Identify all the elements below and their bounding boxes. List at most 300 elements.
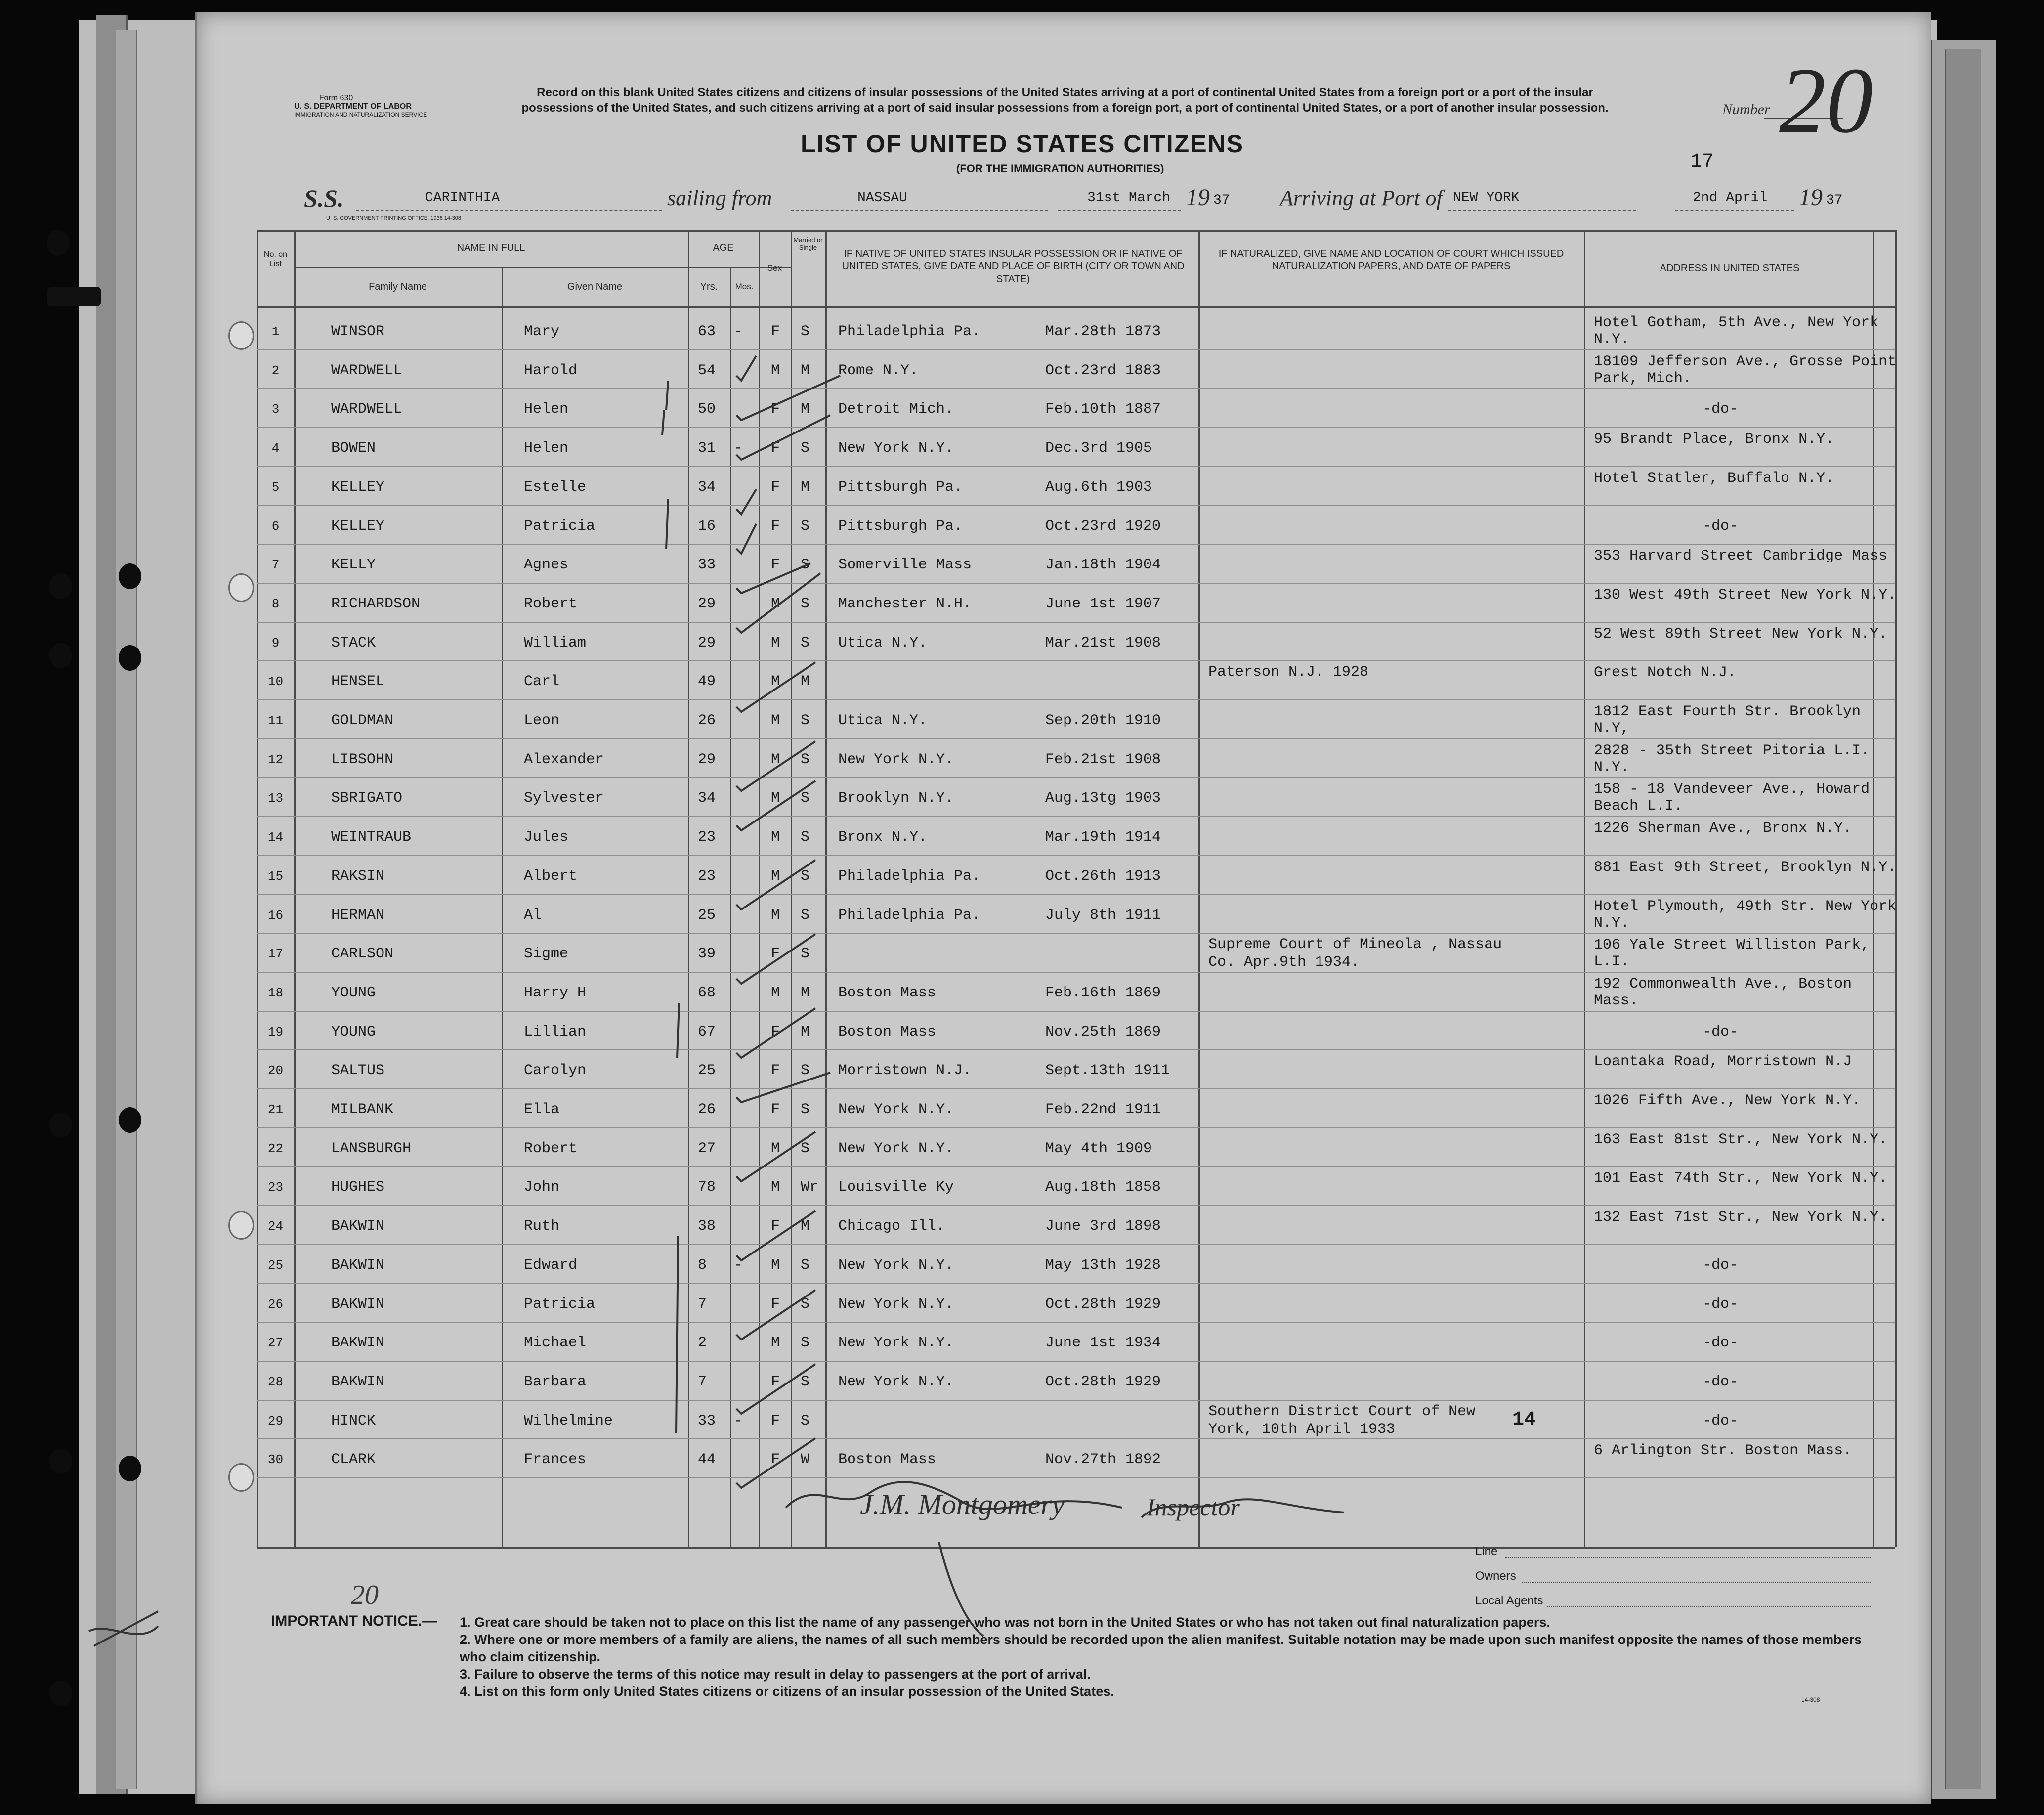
given-name: Al (524, 907, 542, 924)
signature: J.M. Montgomery (860, 1488, 1065, 1520)
given-name: Helen (524, 401, 569, 418)
age-years: 31 (698, 440, 716, 457)
arrival-port: NEW YORK (1453, 190, 1520, 206)
sailing-from-underline (791, 210, 1048, 211)
signature-title: Inspector (1147, 1493, 1240, 1521)
address: Hotel Plymouth, 49th Str. New York N.Y. (1594, 898, 1897, 932)
age-years: 25 (698, 1062, 716, 1080)
address: 1812 East Fourth Str. Brooklyn N.Y, (1594, 703, 1861, 737)
family-name: HINCK (331, 1412, 376, 1429)
birth-date: June 3rd 1898 (1045, 1218, 1161, 1235)
sex: F (771, 1062, 780, 1080)
owners-label: Owners (1475, 1569, 1516, 1583)
age-years: 33 (698, 1412, 716, 1429)
row-number: 23 (267, 1180, 284, 1195)
given-name: Carl (524, 673, 560, 691)
table-row (257, 1051, 1895, 1090)
birth-place: New York N.Y. (838, 1140, 954, 1157)
address: 52 West 89th Street New York N.Y. (1594, 625, 1888, 643)
sex: F (771, 401, 780, 418)
marital-status: S (801, 1062, 810, 1080)
family-name: HENSEL (331, 673, 385, 691)
family-name: LANSBURGH (331, 1140, 412, 1157)
address: Hotel Gotham, 5th Ave., New York N.Y. (1594, 314, 1879, 348)
header-yrs: Yrs. (700, 281, 718, 292)
birth-place: Philadelphia Pa. (838, 907, 981, 924)
address: -do- (1703, 518, 1739, 535)
table-row (257, 974, 1895, 1012)
age-years: 34 (698, 790, 716, 807)
notice-item: 2. Where one or more members of a family are aliens, the names of all such members should be recorded upon the alien manifest. Suitable notation may be made upon such manifest opposite the names of those members who claim citizenship. (460, 1632, 1862, 1664)
header-given-name: Given Name (567, 281, 623, 292)
sex: M (771, 751, 780, 768)
owners-dotted (1522, 1582, 1871, 1583)
local-agents-dotted (1547, 1606, 1871, 1607)
notice-item: 3. Failure to observe the terms of this notice may result in delay to passengers at the port of arrival. (460, 1667, 1091, 1682)
family-name: BAKWIN (331, 1335, 385, 1352)
given-name: Ella (524, 1101, 560, 1118)
line-label: Line (1475, 1545, 1498, 1558)
family-name: WINSOR (331, 323, 385, 340)
row-number: 17 (267, 947, 284, 962)
vessel-name: CARINTHIA (425, 190, 500, 206)
address: 106 Yale Street Williston Park, L.I. (1594, 937, 1870, 971)
naturalization: Supreme Court of Mineola , Nassau Co. Apr.9th 1934. (1208, 936, 1502, 971)
sex: F (771, 323, 780, 340)
table-row (257, 1013, 1895, 1051)
birth-place: New York N.Y. (838, 751, 954, 768)
given-name: Mary (524, 323, 560, 340)
family-name: KELLY (331, 557, 376, 574)
given-name: Jules (524, 829, 569, 846)
table-row (257, 1207, 1895, 1246)
table-row (257, 507, 1895, 546)
marital-status: Wr (801, 1179, 819, 1196)
sailing-date-underline (1058, 210, 1181, 211)
row-number: 4 (271, 441, 280, 456)
given-name: John (524, 1179, 560, 1196)
birth-date: Sept.13th 1911 (1045, 1062, 1170, 1080)
punch-hole (119, 1107, 141, 1133)
address: 353 Harvard Street Cambridge Mass (1594, 548, 1888, 565)
address: 2828 - 35th Street Pitoria L.I. N.Y. (1594, 742, 1870, 776)
sex: F (771, 518, 780, 535)
age-years: 63 (698, 323, 716, 340)
row-number: 14 (267, 830, 284, 845)
marital-status: M (801, 401, 810, 418)
address: 158 - 18 Vandeveer Ave., Howard Beach L.I. (1594, 781, 1870, 815)
birth-date: Feb.22nd 1911 (1045, 1101, 1161, 1118)
sex: M (771, 1256, 780, 1274)
table-row (257, 935, 1895, 973)
birth-place: Somerville Mass (838, 557, 972, 574)
page-stack-right-inner (1945, 49, 1981, 1789)
header-married-or-single: Married or Single (793, 236, 823, 251)
family-name: SALTUS (331, 1062, 385, 1080)
address: -do- (1703, 1023, 1739, 1040)
given-name: William (524, 634, 587, 651)
row-number: 8 (271, 596, 280, 611)
given-name: Helen (524, 440, 569, 457)
birth-date: June 1st 1907 (1045, 595, 1161, 612)
birth-place: Philadelphia Pa. (838, 867, 981, 885)
given-name: Patricia (524, 518, 596, 535)
marital-status: M (801, 478, 810, 496)
address: -do- (1703, 401, 1739, 418)
punch-hole (49, 1448, 72, 1474)
family-name: YOUNG (331, 1023, 376, 1040)
sex: M (771, 712, 780, 729)
address: 101 East 74th Str., New York N.Y. (1594, 1170, 1888, 1187)
age-years: 29 (698, 634, 716, 651)
address: 130 West 49th Street New York N.Y. (1594, 586, 1897, 604)
birth-date: Sep.20th 1910 (1045, 712, 1161, 729)
sheet-hole (228, 1463, 254, 1492)
row-number: 15 (267, 868, 284, 884)
sex: F (771, 557, 780, 574)
table-row (257, 1168, 1895, 1207)
birth-date: Mar.19th 1914 (1045, 829, 1161, 846)
address: -do- (1703, 1296, 1739, 1313)
table-row (257, 1402, 1895, 1440)
given-name: Michael (524, 1335, 587, 1352)
age-months: - (734, 440, 743, 457)
age-years: 29 (698, 595, 716, 612)
marital-status: M (801, 984, 810, 1001)
binder-clip (47, 287, 101, 306)
given-name: Carolyn (524, 1062, 587, 1080)
birth-place: New York N.Y. (838, 1335, 954, 1352)
sex: M (771, 1335, 780, 1352)
age-years: 2 (698, 1335, 707, 1352)
given-name: Alexander (524, 751, 604, 768)
age-years: 27 (698, 1140, 716, 1157)
punch-hole (119, 563, 141, 589)
age-years: 29 (698, 751, 716, 768)
header-mos: Mos. (735, 282, 754, 291)
subheader-rule (294, 267, 791, 268)
birth-date: May 13th 1928 (1045, 1256, 1161, 1274)
count-note: 14 (1512, 1409, 1536, 1431)
given-name: Agnes (524, 557, 569, 574)
marital-status: S (801, 1412, 810, 1429)
family-name: CLARK (331, 1451, 376, 1469)
form-block (294, 94, 427, 119)
address: 881 East 9th Street, Brooklyn N.Y. (1594, 859, 1897, 876)
row-number: 26 (267, 1296, 284, 1312)
family-name: HUGHES (331, 1179, 385, 1196)
age-years: 68 (698, 984, 716, 1001)
table-row (257, 585, 1895, 623)
given-name: Harry H (524, 984, 587, 1001)
birth-place: Boston Mass (838, 984, 937, 1001)
ss-label: S.S. (304, 184, 344, 212)
address: Grest Notch N.J. (1594, 664, 1737, 682)
marital-status: S (801, 634, 810, 651)
birth-date: Oct.23rd 1920 (1045, 518, 1161, 535)
address: 1226 Sherman Ave., Bronx N.Y. (1594, 820, 1852, 837)
form-title: LIST OF UNITED STATES CITIZENS (801, 130, 1244, 158)
birth-date: Oct.28th 1929 (1045, 1373, 1161, 1390)
table-row (257, 1363, 1895, 1401)
birth-date: Aug.6th 1903 (1045, 478, 1152, 496)
marital-status: S (801, 1296, 810, 1313)
row-number: 12 (267, 752, 284, 767)
address: 95 Brandt Place, Bronx N.Y. (1594, 431, 1834, 448)
row-number: 24 (267, 1219, 284, 1234)
table-bottom-border (257, 1547, 1895, 1549)
given-name: Ruth (524, 1218, 560, 1235)
birth-date: Mar.28th 1873 (1045, 323, 1161, 340)
marital-status: S (801, 518, 810, 535)
sex: M (771, 1179, 780, 1196)
table-row (257, 351, 1895, 390)
row-number: 5 (271, 479, 280, 495)
given-name: Sigme (524, 946, 569, 963)
table-row (257, 312, 1895, 351)
address: -do- (1703, 1256, 1739, 1274)
birth-date: Feb.10th 1887 (1045, 401, 1161, 418)
marital-status: S (801, 907, 810, 924)
birth-place: Boston Mass (838, 1451, 937, 1469)
marital-status: S (801, 595, 810, 612)
row-number: 13 (267, 791, 284, 806)
marital-status: S (801, 1335, 810, 1352)
birth-date: May 4th 1909 (1045, 1140, 1152, 1157)
sex: F (771, 1412, 780, 1429)
family-name: STACK (331, 634, 376, 651)
table-row (257, 779, 1895, 818)
family-name: BAKWIN (331, 1373, 385, 1390)
address: 163 East 81st Str., New York N.Y. (1594, 1131, 1888, 1148)
row-number: 16 (267, 908, 284, 923)
birth-place: New York N.Y. (838, 1101, 954, 1118)
family-name: GOLDMAN (331, 712, 394, 729)
table-top-border (257, 230, 1895, 232)
year-2: 37 (1826, 193, 1843, 208)
table-row (257, 740, 1895, 779)
arriving-label: Arriving at Port of (1280, 186, 1443, 210)
age-months: - (734, 1412, 743, 1429)
row-number: 2 (271, 363, 280, 378)
given-name: Harold (524, 362, 578, 379)
age-months: - (734, 323, 743, 340)
birth-place: Louisville Ky (838, 1179, 954, 1196)
family-name: BOWEN (331, 440, 376, 457)
table-row (257, 468, 1895, 507)
birth-place: Pittsburgh Pa. (838, 478, 963, 496)
department-name: U. S. DEPARTMENT OF LABOR (294, 102, 412, 111)
header-name-in-full: NAME IN FULL (457, 242, 525, 253)
table-row (257, 546, 1895, 584)
address: 192 Commonwealth Ave., Boston Mass. (1594, 975, 1852, 1009)
age-years: 39 (698, 946, 716, 963)
marital-status: S (801, 557, 810, 574)
table-header-bottom-border (257, 306, 1895, 308)
table-row (257, 1440, 1895, 1479)
punch-hole (47, 230, 70, 256)
given-name: Lillian (524, 1023, 587, 1040)
row-number: 20 (267, 1063, 284, 1079)
table-row (257, 662, 1895, 701)
table-row (257, 390, 1895, 429)
notice-heading: IMPORTANT NOTICE.— (271, 1613, 437, 1629)
family-name: BAKWIN (331, 1256, 385, 1274)
printing-office-note: U. S. GOVERNMENT PRINTING OFFICE: 1936 14-308 (326, 216, 462, 221)
notice-item: 1. Great care should be taken not to place on this list the name of any passenger who was not born in the United States or who has not taken out final naturalization papers. (460, 1615, 1550, 1630)
birth-date: June 1st 1934 (1045, 1335, 1161, 1352)
table-row (257, 857, 1895, 896)
birth-date: Feb.21st 1908 (1045, 751, 1161, 768)
marital-status: M (801, 1023, 810, 1040)
sex: M (771, 907, 780, 924)
family-name: RICHARDSON (331, 595, 421, 612)
family-name: RAKSIN (331, 867, 385, 885)
birth-date: Aug.18th 1858 (1045, 1179, 1161, 1196)
number-label: Number (1722, 101, 1770, 118)
sex: M (771, 984, 780, 1001)
header-age: AGE (713, 242, 734, 253)
birth-place: New York N.Y. (838, 1256, 954, 1274)
punch-hole (49, 643, 72, 668)
family-name: LIBSOHN (331, 751, 394, 768)
table-row (257, 818, 1895, 857)
header-family-name: Family Name (369, 281, 427, 292)
given-name: Robert (524, 595, 578, 612)
service-name: IMMIGRATION AND NATURALIZATION SERVICE (294, 111, 427, 118)
arrival-date: 2nd April (1693, 190, 1768, 206)
birth-place: Bronx N.Y. (838, 829, 928, 846)
naturalization: Paterson N.J. 1928 (1208, 664, 1369, 681)
row-number: 28 (267, 1374, 284, 1389)
table-row (257, 1090, 1895, 1129)
sex: F (771, 478, 780, 496)
table-row (257, 1246, 1895, 1285)
local-agents-label: Local Agents (1475, 1594, 1543, 1607)
row-number: 27 (267, 1336, 284, 1351)
age-years: 78 (698, 1179, 716, 1196)
address: -do- (1703, 1335, 1739, 1352)
form-subtitle: (FOR THE IMMIGRATION AUTHORITIES) (956, 162, 1164, 174)
given-name: Albert (524, 867, 578, 885)
marital-status: S (801, 440, 810, 457)
marital-status: S (801, 323, 810, 340)
sailing-date: 31st March (1087, 190, 1171, 206)
form-number: Form 630 (319, 94, 353, 102)
birth-date: Oct.28th 1929 (1045, 1296, 1161, 1313)
given-name: Patricia (524, 1296, 596, 1313)
birth-date: Aug.13tg 1903 (1045, 790, 1161, 807)
birth-place: Philadelphia Pa. (838, 323, 981, 340)
marital-status: S (801, 867, 810, 885)
birth-place: Boston Mass (838, 1023, 937, 1040)
age-years: 16 (698, 518, 716, 535)
row-number: 3 (271, 402, 280, 417)
birth-place: New York N.Y. (838, 1373, 954, 1390)
family-name: BAKWIN (331, 1296, 385, 1313)
row-number: 1 (271, 324, 280, 339)
family-name: SBRIGATO (331, 790, 403, 807)
table-row (257, 896, 1895, 935)
sex: F (771, 1373, 780, 1390)
family-name: YOUNG (331, 984, 376, 1001)
birth-place: New York N.Y. (838, 440, 954, 457)
marital-status: M (801, 1218, 810, 1235)
age-years: 23 (698, 829, 716, 846)
form-instructions: Record on this blank United States citizens and citizens of insular possessions of the United States arriving at a port of continental United States from a foreign port or a port of the insular possessions of the United States, and such citizens arriving at a port of said insular possessions from a foreign port, a port of continental United States, or a port of another insular possession. (521, 86, 1609, 115)
marital-status: S (801, 712, 810, 729)
sheet-hole (228, 1211, 254, 1240)
family-name: KELLEY (331, 518, 385, 535)
sex: M (771, 634, 780, 651)
birth-place: Chicago Ill. (838, 1218, 945, 1235)
family-name: BAKWIN (331, 1218, 385, 1235)
given-name: Barbara (524, 1373, 587, 1390)
arrival-date-underline (1675, 210, 1794, 211)
age-years: 7 (698, 1296, 707, 1313)
sheet-hole (228, 321, 254, 350)
form-code: 14-308 (1801, 1696, 1820, 1703)
given-name: Leon (524, 712, 560, 729)
address: 1026 Fifth Ave., New York N.Y. (1594, 1092, 1861, 1109)
address: 132 East 71st Str., New York N.Y. (1594, 1209, 1888, 1226)
family-name: WARDWELL (331, 401, 403, 418)
header-no-on-list: No. on List (263, 250, 288, 268)
age-years: 67 (698, 1023, 716, 1040)
age-years: 50 (698, 401, 716, 418)
marital-status: W (801, 1451, 810, 1469)
birth-place: Rome N.Y. (838, 362, 919, 379)
table-row (257, 1285, 1895, 1324)
birth-place: Utica N.Y. (838, 712, 928, 729)
marital-status: M (801, 673, 810, 691)
birth-place: Detroit Mich. (838, 401, 954, 418)
given-name: Estelle (524, 478, 587, 496)
address: -do- (1703, 1412, 1739, 1429)
sex: M (771, 829, 780, 846)
age-years: 8 (698, 1256, 707, 1274)
age-years: 44 (698, 1451, 716, 1469)
sheet-number: 17 (1690, 151, 1714, 173)
punch-hole (49, 573, 72, 599)
birth-place: Morristown N.J. (838, 1062, 972, 1080)
birth-date: Jan.18th 1904 (1045, 557, 1161, 574)
age-years: 34 (698, 478, 716, 496)
row-number: 10 (267, 674, 284, 690)
birth-place: New York N.Y. (838, 1296, 954, 1313)
row-number: 9 (271, 635, 280, 650)
row-number: 25 (267, 1257, 284, 1273)
sex: M (771, 790, 780, 807)
row-number: 6 (271, 519, 280, 534)
row-number: 18 (267, 985, 284, 1000)
birth-date: Nov.27th 1892 (1045, 1451, 1161, 1469)
sex: M (771, 595, 780, 612)
age-years: 33 (698, 557, 716, 574)
row-number: 29 (267, 1413, 284, 1428)
sex: M (771, 362, 780, 379)
sex: F (771, 1296, 780, 1313)
birth-place: Pittsburgh Pa. (838, 518, 963, 535)
address: -do- (1703, 1373, 1739, 1390)
table-row (257, 1129, 1895, 1168)
age-years: 7 (698, 1373, 707, 1390)
marital-status: M (801, 362, 810, 379)
birth-place: Utica N.Y. (838, 634, 928, 651)
row-number: 11 (267, 713, 284, 728)
birth-date: July 8th 1911 (1045, 907, 1161, 924)
marital-status: S (801, 946, 810, 963)
